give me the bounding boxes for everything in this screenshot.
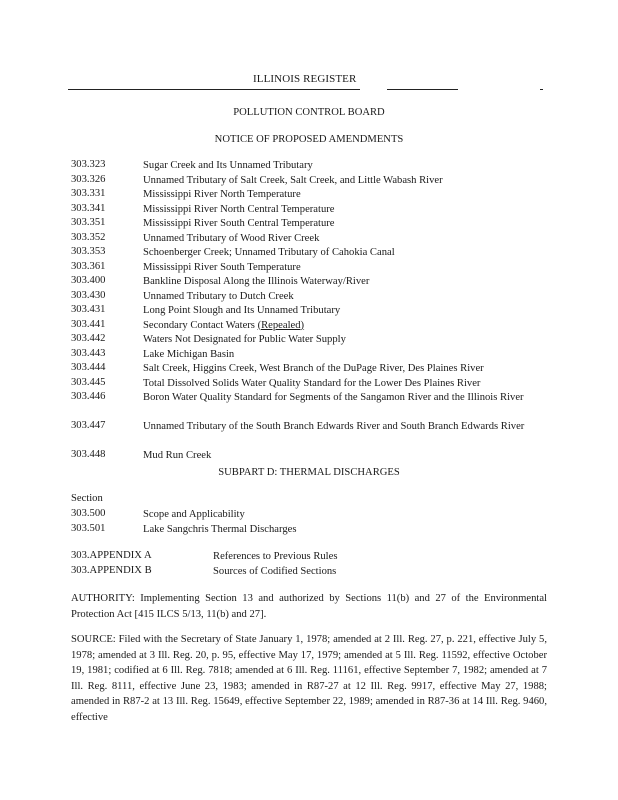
section-title: Unnamed Tributary of Wood River Creek [143, 232, 320, 244]
section-number: 303.501 [71, 522, 106, 534]
header-rule-left [68, 89, 360, 90]
section-title: Boron Water Quality Standard for Segments of the Sangamon River and the Illinois River [143, 392, 524, 403]
board-name: POLLUTION CONTROL BOARD [233, 107, 385, 118]
section-row [71, 203, 571, 218]
section-title: Schoenberger Creek; Unnamed Tributary of Cahokia Canal [143, 247, 395, 258]
section-number: 303.351 [71, 217, 106, 228]
section-number: 303.446 [71, 391, 106, 402]
section-row [71, 362, 571, 377]
section-number: 303.352 [71, 231, 106, 243]
section-number: 303.447 [71, 420, 106, 431]
section-row [71, 333, 571, 348]
section-number: 303.441 [71, 318, 106, 330]
section-row [71, 174, 571, 189]
section-number: 303.500 [71, 508, 106, 519]
section-row [71, 391, 571, 420]
section-number: 303.353 [71, 246, 106, 257]
section-list [71, 159, 571, 464]
section-row [71, 449, 571, 464]
section-number: 303.431 [71, 304, 106, 315]
section-row [71, 319, 571, 334]
notice-title: NOTICE OF PROPOSED AMENDMENTS [214, 134, 404, 145]
section-number: 303.341 [71, 202, 106, 214]
register-header [0, 73, 618, 93]
section-title [143, 319, 583, 334]
section-title: Mississippi River North Central Temperature [143, 203, 335, 215]
section-row [71, 508, 571, 523]
appendix-row [71, 550, 571, 565]
section-title: Waters Not Designated for Public Water Supply [143, 334, 346, 345]
section-number: 303.445 [71, 376, 106, 388]
section-number: 303.331 [71, 188, 106, 199]
section-row [71, 377, 571, 392]
section-row [71, 420, 571, 449]
section-number: 303.430 [71, 289, 106, 301]
section-number: 303.448 [71, 449, 106, 460]
section-row [71, 188, 571, 203]
section-title: Salt Creek, Higgins Creek, West Branch of the DuPage River, Des Plaines River [143, 363, 484, 374]
appendix-title: Sources of Codified Sections [213, 565, 337, 577]
section-title-text: Secondary Contact Waters [143, 319, 255, 331]
section-row [71, 304, 571, 319]
source-paragraph: SOURCE: Filed with the Secretary of State January 1, 1978; amended at 2 Ill. Reg. 27, p. 221, effective July 5, 1978; amended at 3 Ill. Reg. 20, p. 95, effective May 17, 1979; amended at 5 Ill. Reg. 11592, effective October 19, 1981; codified at 6 Ill. Reg. 7818; amended at 6 Ill. Reg. 11161, effective September 7, 1982; amended at 7 Ill. Reg. 8111, effective June 23, 1983; amended in R87-27 at 12 Ill. Reg. 9917, effective May 27, 1988; amended in R87-2 at 13 Ill. Reg. 15649, effective September 22, 1989; amended in R87-36 at 14 Ill. Reg. 9460, effective [71, 634, 547, 723]
section-row [71, 232, 571, 247]
section-title: Lake Sangchris Thermal Discharges [143, 523, 297, 535]
appendix-row [71, 565, 571, 580]
section-title: Mississippi River South Central Temperature [143, 218, 335, 229]
section-number: 303.444 [71, 362, 106, 373]
header-rule-tick [540, 89, 543, 90]
section-title: Mud Run Creek [143, 450, 212, 461]
section-row [71, 217, 571, 232]
appendix-title: References to Previous Rules [213, 551, 338, 562]
appendix-number: 303.APPENDIX B [71, 564, 152, 576]
subpart-section-list [71, 508, 571, 537]
subpart-heading: SUBPART D: THERMAL DISCHARGES [218, 467, 400, 478]
section-number: 303.443 [71, 347, 106, 359]
section-number: 303.323 [71, 159, 106, 170]
section-row [71, 246, 571, 261]
section-title: Unnamed Tributary of Salt Creek, Salt Creek, and Little Wabash River [143, 174, 443, 186]
section-row [71, 261, 571, 276]
header-rule-right [387, 89, 458, 90]
section-title: Mississippi River South Temperature [143, 261, 301, 273]
section-title: Scope and Applicability [143, 509, 245, 520]
section-row [71, 275, 571, 290]
section-title: Mississippi River North Temperature [143, 189, 301, 200]
section-row [71, 348, 571, 363]
section-row [71, 159, 571, 174]
section-number: 303.361 [71, 260, 106, 272]
section-number: 303.326 [71, 173, 106, 185]
repealed-label: (Repealed) [257, 319, 305, 331]
section-title: Unnamed Tributary of the South Branch Edwards River and South Branch Edwards River [143, 421, 525, 432]
appendix-number: 303.APPENDIX A [71, 550, 152, 561]
section-title: Unnamed Tributary to Dutch Creek [143, 290, 294, 302]
register-title: ILLINOIS REGISTER [253, 73, 357, 85]
section-title: Total Dissolved Solids Water Quality Standard for the Lower Des Plaines River [143, 377, 481, 389]
section-title: Lake Michigan Basin [143, 348, 235, 360]
section-title: Sugar Creek and Its Unnamed Tributary [143, 160, 313, 171]
section-title: Long Point Slough and Its Unnamed Tributary [143, 305, 341, 316]
section-title: Bankline Disposal Along the Illinois Waterway/River [143, 276, 370, 287]
section-row [71, 290, 571, 305]
section-number: 303.442 [71, 333, 106, 344]
section-row [71, 523, 571, 538]
section-label: Section [71, 493, 103, 504]
authority-paragraph: AUTHORITY: Implementing Section 13 and authorized by Sections 11(b) and 27 of the Environmental Protection Act [415 ILCS 5/13, 11(b) and 27]. [71, 593, 547, 620]
section-number: 303.400 [71, 275, 106, 286]
appendix-list [71, 550, 571, 579]
